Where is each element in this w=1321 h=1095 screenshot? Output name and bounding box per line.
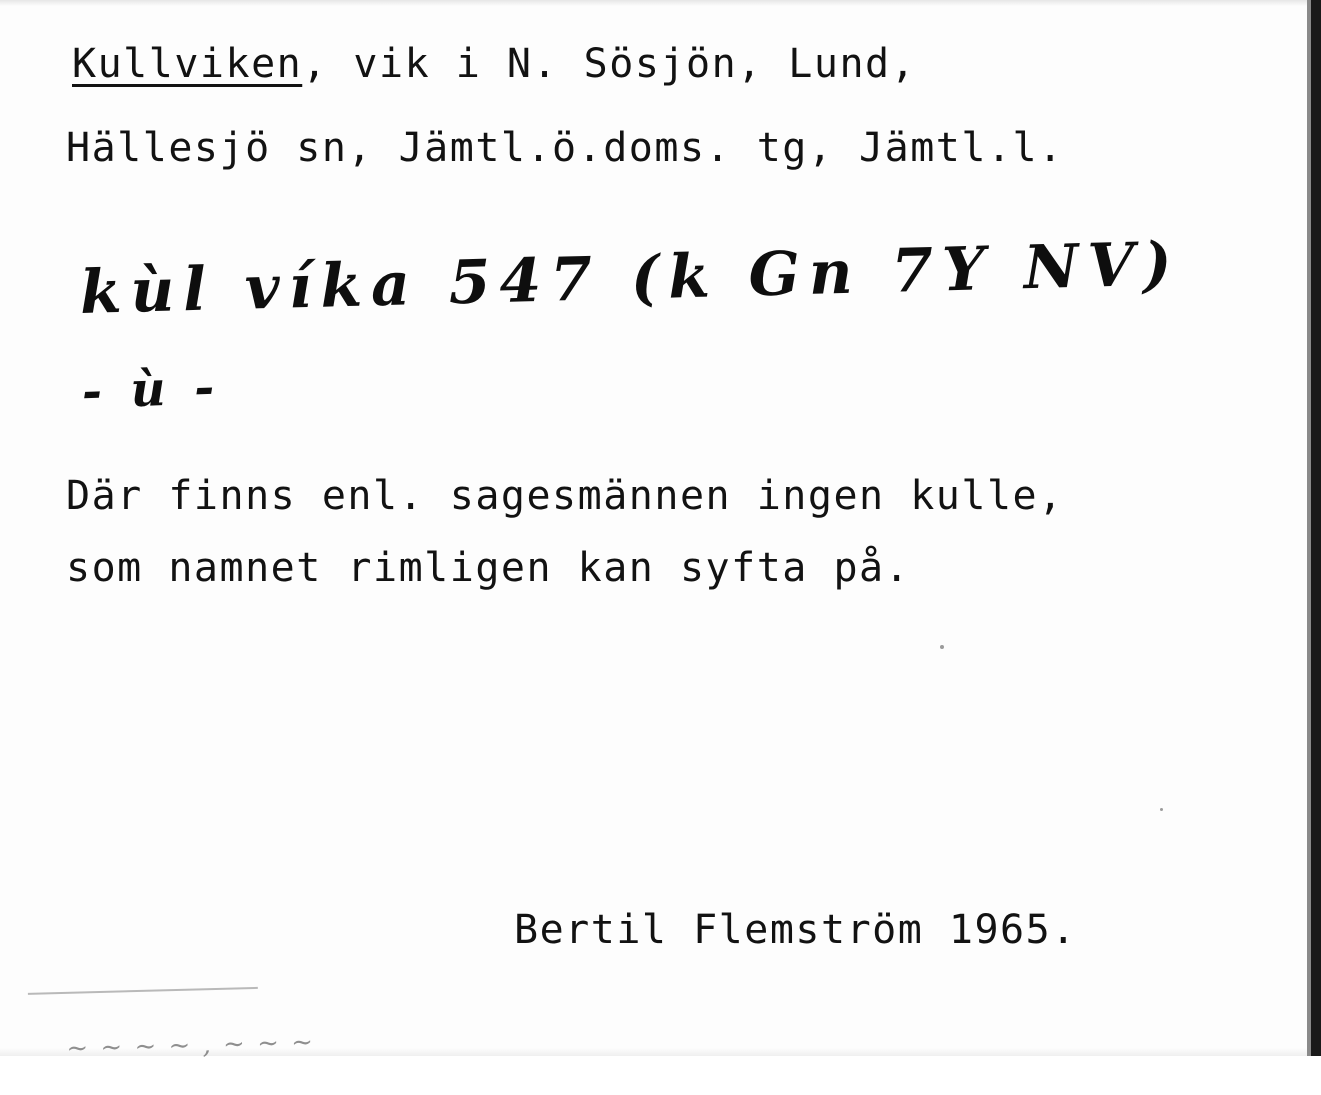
comment-line-2: som namnet rimligen kan syfta på. (66, 545, 911, 591)
comment-block (66, 460, 1064, 604)
headword: Kullviken (72, 41, 303, 87)
pencil-annotation (23, 967, 344, 1064)
pencil-rule (28, 987, 258, 995)
scan-speck (1160, 808, 1163, 811)
phonetic-transcription-variant: - ù - (81, 359, 222, 420)
scan-edge-dark (1311, 0, 1321, 1056)
pencil-annotation-text: ~ ~ ~ ~ , ~ ~ ~ (66, 1027, 316, 1064)
signature: Bertil Flemström 1965. (514, 907, 1077, 953)
scan-speck (940, 645, 944, 649)
place-line: Hällesjö sn, Jämtl.ö.doms. tg, Jämtl.l. (66, 125, 1064, 171)
headword-line (72, 34, 916, 94)
scan-shade-top (0, 0, 1307, 6)
comment-line-1: Där finns enl. sagesmännen ingen kulle, (66, 473, 1064, 519)
headword-suffix: , vik i N. Sösjön, Lund, (302, 41, 917, 87)
phonetic-transcription: kùl víka 547 (k Gn 7Y NV) (79, 229, 1182, 328)
